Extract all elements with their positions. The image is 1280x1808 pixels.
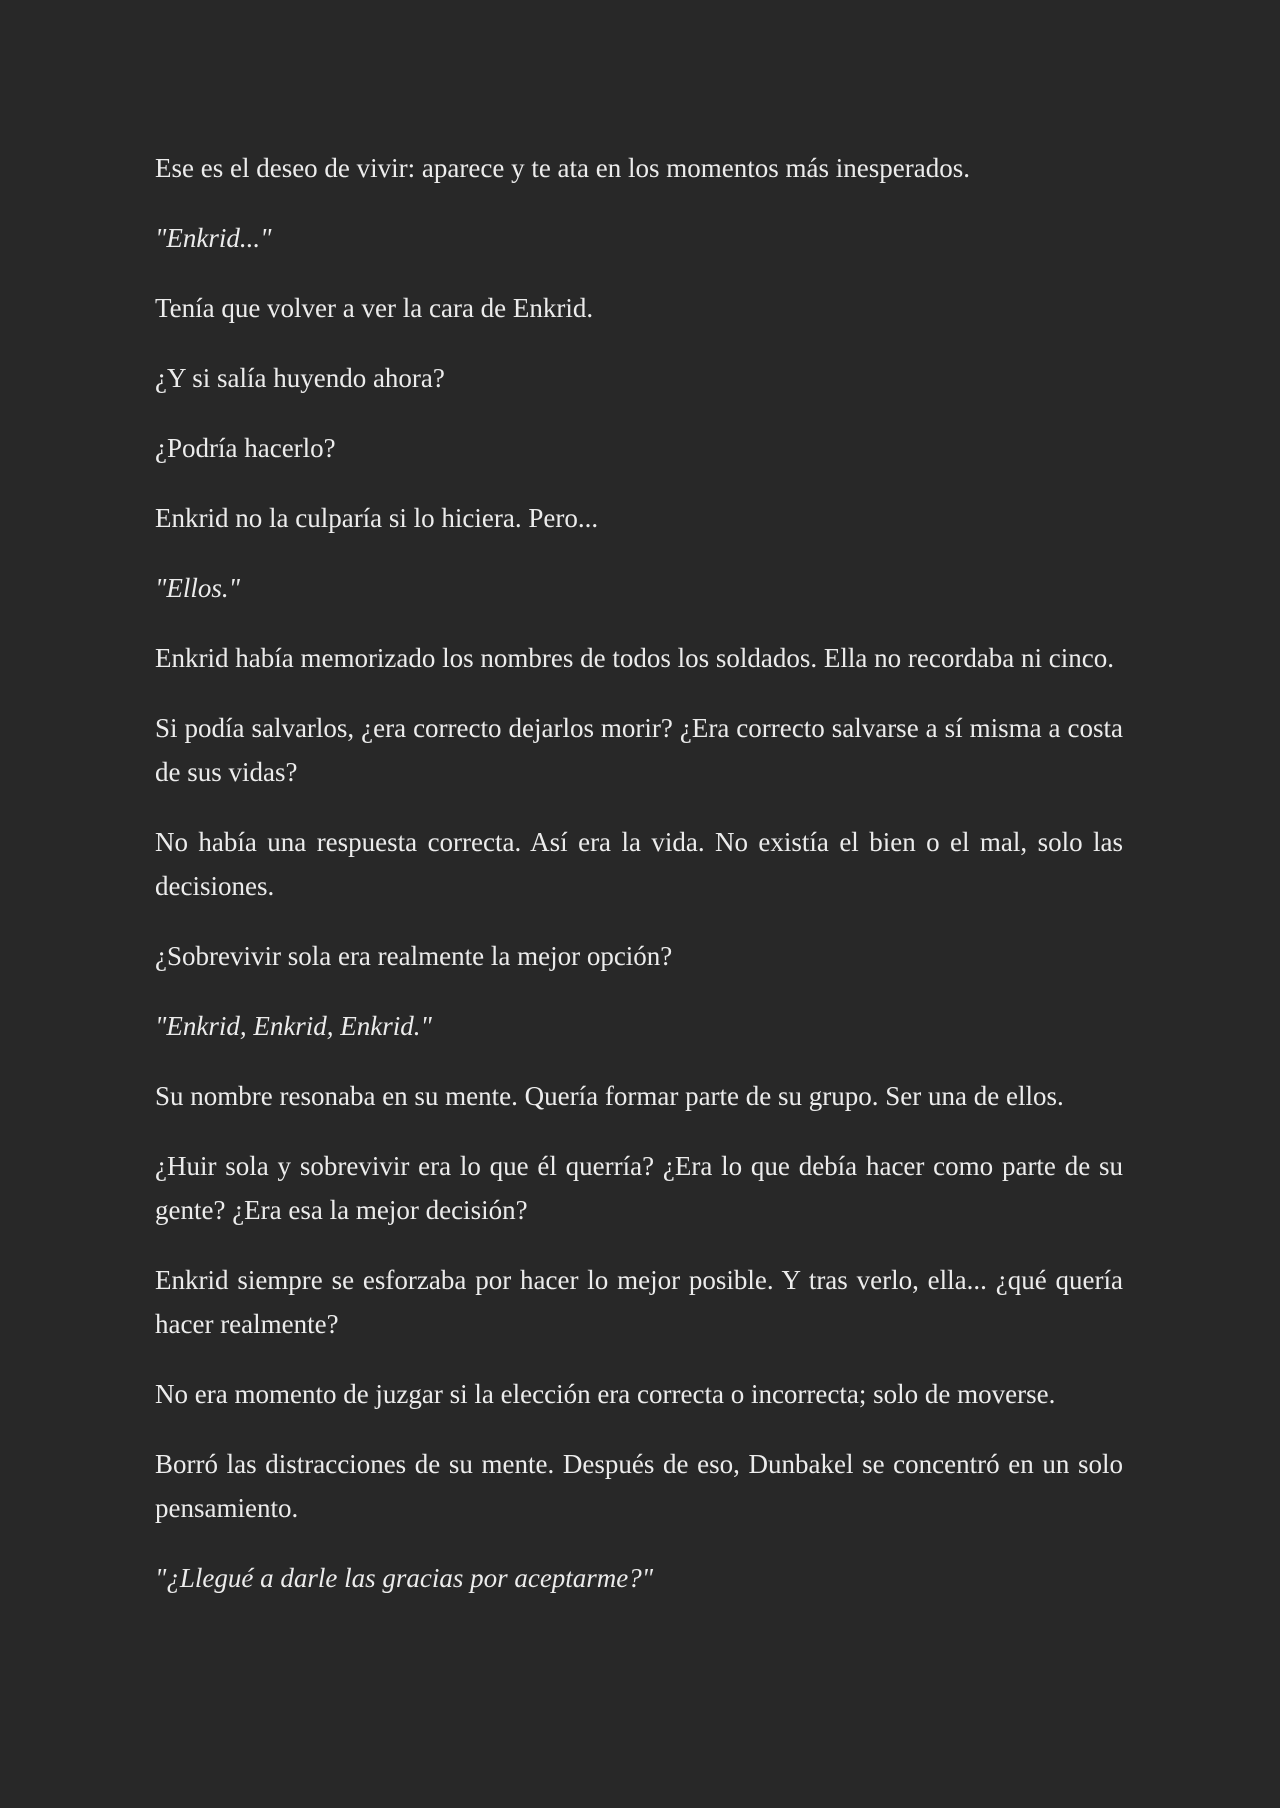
dialogue-paragraph: "Ellos." <box>155 573 240 603</box>
paragraph: Enkrid había memorizado los nombres de todos los soldados. Ella no recordaba ni cinco. <box>155 643 1115 673</box>
paragraph: Ese es el deseo de vivir: aparece y te ata en los momentos más inesperados. <box>155 153 970 183</box>
paragraph: Si podía salvarlos, ¿era correcto dejarlos morir? ¿Era correcto salvarse a sí misma a costa de sus vidas? <box>155 713 1123 787</box>
paragraph: Enkrid siempre se esforzaba por hacer lo mejor posible. Y tras verlo, ella... ¿qué quería hacer realmente? <box>155 1265 1123 1339</box>
reading-content <box>155 146 1123 1626</box>
paragraph: ¿Y si salía huyendo ahora? <box>155 363 445 393</box>
paragraph: ¿Huir sola y sobrevivir era lo que él querría? ¿Era lo que debía hacer como parte de su gente? ¿Era esa la mejor decisión? <box>155 1151 1123 1225</box>
dialogue-paragraph: "Enkrid..." <box>155 223 272 253</box>
paragraph: No era momento de juzgar si la elección era correcta o incorrecta; solo de moverse. <box>155 1379 1056 1409</box>
paragraph: No había una respuesta correcta. Así era la vida. No existía el bien o el mal, solo las decisiones. <box>155 827 1123 901</box>
paragraph: Su nombre resonaba en su mente. Quería formar parte de su grupo. Ser una de ellos. <box>155 1081 1064 1111</box>
paragraph: Enkrid no la culparía si lo hiciera. Pero... <box>155 503 599 533</box>
paragraph: ¿Podría hacerlo? <box>155 433 336 463</box>
dialogue-paragraph: "¿Llegué a darle las gracias por aceptarme?" <box>155 1563 654 1593</box>
paragraph: Tenía que volver a ver la cara de Enkrid. <box>155 293 594 323</box>
dialogue-paragraph: "Enkrid, Enkrid, Enkrid." <box>155 1011 432 1041</box>
paragraph: ¿Sobrevivir sola era realmente la mejor opción? <box>155 941 673 971</box>
paragraph: Borró las distracciones de su mente. Después de eso, Dunbakel se concentró en un solo pensamiento. <box>155 1449 1123 1523</box>
